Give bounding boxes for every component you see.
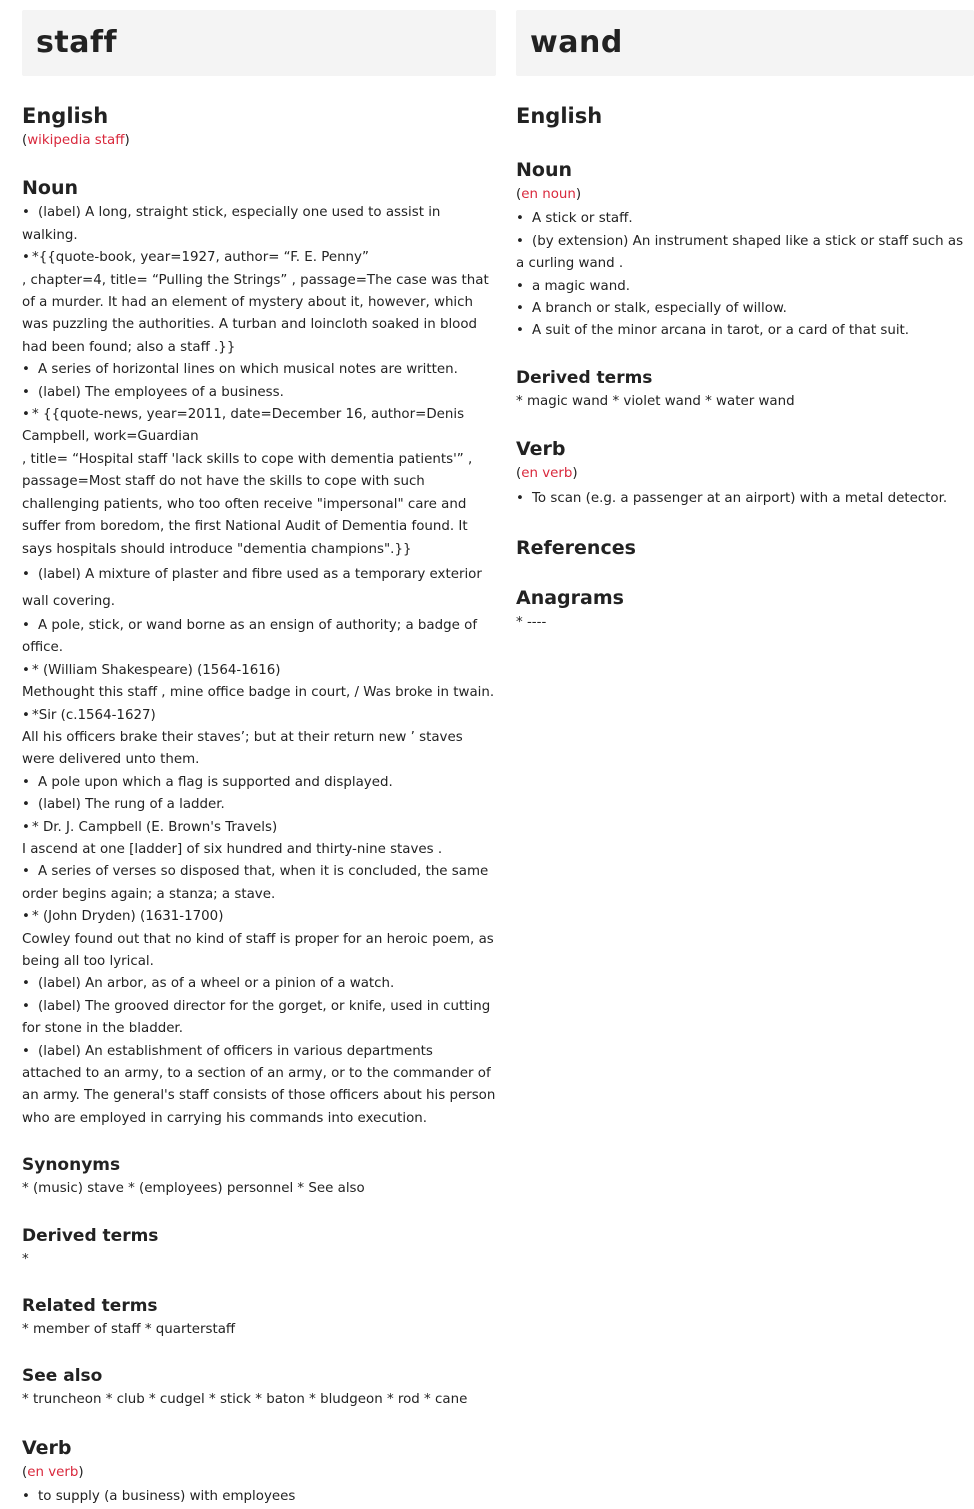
related-terms-heading: Related terms [22, 1296, 158, 1317]
definition-item: • * Dr. J. Campbell (E. Brown's Travels) [22, 819, 278, 835]
derived-terms-heading: Derived terms [22, 1225, 159, 1246]
noun-heading: Noun [22, 177, 79, 200]
verb-template-line: (en verb) [516, 466, 578, 482]
en-noun-link[interactable]: en noun [521, 187, 576, 202]
definition-text: A series of verses so disposed that, when it is concluded, the same order begins again; a stanza; a stave. [22, 864, 489, 902]
noun-template-line: (en noun) [516, 187, 582, 202]
entry-title: staff [36, 25, 118, 60]
definition-item: • (label) The rung of a ladder. [22, 797, 225, 813]
definition-item: • A branch or stalk, especially of willow. [516, 301, 787, 317]
definition-text: A pole, stick, or wand borne as an ensign of authority; a badge of office. [22, 617, 478, 656]
definition-item: • * (John Dryden) (1631-1700) [22, 909, 224, 925]
references-heading: References [516, 537, 636, 560]
see-also-list: * truncheon * club * cudgel * stick * baton * bludgeon * rod * cane [22, 1392, 468, 1408]
quote-continuation: , title= “Hospital staff 'lack skills to cope with dementia patients'” , passage=Most staff do not have the skills to cope with such challenging patients, who too often receive "impersonal" care and suffer from boredom, the first National Audit of Dementia found. It says hospitals should introduce "dementia champions".}} [22, 451, 473, 557]
entry-title-bar [22, 10, 496, 76]
definition-item: • (label) An arbor, as of a wheel or a pinion of a watch. [22, 976, 395, 992]
verb-heading: Verb [516, 438, 566, 461]
definition-text: * Dr. J. Campbell (E. Brown's Travels) [32, 819, 278, 835]
language-heading: English [22, 104, 109, 128]
synonyms-list: * (music) stave * (employees) personnel * See also [22, 1181, 365, 1197]
definition-text: (label) The rung of a ladder. [38, 797, 225, 813]
anagrams-heading: Anagrams [516, 587, 624, 610]
definition-text: * {{quote-news, year=2011, date=December 16, author=Denis Campbell, work=Guardian [22, 407, 465, 445]
quote-continuation: I ascend at one [ladder] of six hundred and thirty-nine staves . [22, 841, 443, 857]
definition-text: (label) A mixture of plaster and fibre used as a temporary exterior wall covering. [22, 566, 482, 609]
definition-item: • A pole upon which a flag is supported and displayed. [22, 774, 393, 790]
noun-definition-list [22, 202, 496, 1130]
definition-text: (label) The employees of a business. [38, 384, 284, 400]
noun-definition-list [516, 208, 974, 342]
definition-text: A suit of the minor arcana in tarot, or a card of that suit. [532, 323, 910, 339]
quote-continuation: , chapter=4, title= “Pulling the Strings” , passage=The case was that of a murder. It had an element of mystery about it, however, which was puzzling the authorities. A turban and loincloth soaked in blood had been found; also a staff .}} [22, 272, 489, 355]
definition-item: • (label) An establishment of officers in various departments attached to an army, to a section of an army, or to the commander of an army. The general's staff consists of those officers about his person who are employed in carrying his commands into execution. [22, 1043, 496, 1126]
definition-item: • A series of verses so disposed that, when it is concluded, the same order begins again; a stanza; a stave. [22, 864, 489, 902]
en-verb-link[interactable]: en verb [27, 1464, 79, 1480]
definition-text: * (John Dryden) (1631-1700) [32, 909, 224, 925]
left-entry [22, 0, 496, 1509]
definition-item: • A stick or staff. [516, 211, 633, 227]
see-also-heading: See also [22, 1366, 103, 1387]
definition-text: (label) An establishment of officers in various departments attached to an army, to a section of an army, or to the commander of an army. The general's staff consists of those officers about his person who are employed in carrying his commands into execution. [22, 1043, 496, 1126]
definition-item: • (label) The employees of a business. [22, 384, 284, 400]
definition-item: • A pole, stick, or wand borne as an ensign of authority; a badge of office. [22, 617, 478, 656]
definition-item: • *Sir (c.1564-1627) [22, 707, 156, 723]
verb-definition-list [516, 488, 974, 510]
definition-text: * (William Shakespeare) (1564-1616) [32, 662, 281, 678]
verb-heading: Verb [22, 1436, 72, 1459]
definition-text: (label) A long, straight stick, especially one used to assist in walking. [22, 205, 441, 243]
definition-text: *Sir (c.1564-1627) [32, 707, 156, 723]
anagrams-list: * ---- [516, 615, 547, 631]
definition-text: A series of horizontal lines on which musical notes are written. [38, 362, 458, 378]
definition-item: • *{{quote-book, year=1927, author= “F. E. Penny” [22, 250, 369, 266]
language-heading: English [516, 104, 603, 128]
definition-item: • * (William Shakespeare) (1564-1616) [22, 662, 281, 678]
quote-continuation: All his officers brake their staves’; but at their return new ’ staves were delivered unto them. [22, 729, 463, 768]
definition-text: (label) An arbor, as of a wheel or a pinion of a watch. [38, 976, 395, 992]
entry-title: wand [530, 25, 623, 60]
definition-item: • * {{quote-news, year=2011, date=December 16, author=Denis Campbell, work=Guardian [22, 407, 465, 445]
definition-item: • (by extension) An instrument shaped like a stick or staff such as a curling wand . [516, 233, 964, 272]
definition-text: A branch or stalk, especially of willow. [532, 301, 787, 317]
en-verb-link[interactable]: en verb [521, 466, 573, 482]
definition-item: • A series of horizontal lines on which musical notes are written. [22, 362, 458, 378]
verb-template-line: (en verb) [22, 1464, 84, 1480]
paren-open: ( [22, 133, 28, 148]
definition-item: • (label) The grooved director for the gorget, or knife, used in cutting for stone in the bladder. [22, 998, 491, 1037]
definition-item: • (label) A long, straight stick, especially one used to assist in walking. [22, 205, 441, 243]
definition-text: a magic wand. [532, 278, 630, 294]
right-entry [516, 0, 974, 634]
quote-continuation: Methought this staff , mine office badge in court, / Was broke in twain. [22, 685, 495, 701]
definition-item: • A suit of the minor arcana in tarot, or a card of that suit. [516, 323, 910, 339]
paren-close: ) [124, 133, 130, 148]
definition-text: To scan (e.g. a passenger at an airport) with a metal detector. [532, 490, 948, 506]
wikipedia-link[interactable]: wikipedia staff [27, 133, 125, 148]
definition-text: *{{quote-book, year=1927, author= “F. E. Penny” [32, 250, 369, 266]
derived-terms-list: * [22, 1251, 29, 1267]
wikipedia-line [22, 130, 496, 152]
verb-definition-list [22, 1486, 496, 1508]
entry-title-bar [516, 10, 974, 76]
definition-item: • To scan (e.g. a passenger at an airport) with a metal detector. [516, 490, 948, 506]
definition-text: A pole upon which a flag is supported and displayed. [38, 774, 393, 790]
related-terms-list: * member of staff * quarterstaff [22, 1322, 236, 1338]
quote-continuation: Cowley found out that no kind of staff is proper for an heroic poem, as being all too lyrical. [22, 931, 494, 969]
definition-text: A stick or staff. [532, 211, 633, 227]
noun-heading: Noun [516, 159, 573, 181]
definition-item: • a magic wand. [516, 278, 630, 294]
definition-item: • (label) A mixture of plaster and fibre used as a temporary exterior wall covering. [22, 566, 482, 609]
derived-terms-list: * magic wand * violet wand * water wand [516, 393, 795, 409]
derived-terms-heading: Derived terms [516, 367, 653, 388]
definition-text: (by extension) An instrument shaped like a stick or staff such as a curling wand . [516, 233, 964, 272]
synonyms-heading: Synonyms [22, 1155, 121, 1176]
definition-item: • to supply (a business) with employees [22, 1489, 296, 1505]
definition-text: (label) The grooved director for the gorget, or knife, used in cutting for stone in the bladder. [22, 998, 491, 1037]
definition-text: to supply (a business) with employees [38, 1489, 296, 1505]
